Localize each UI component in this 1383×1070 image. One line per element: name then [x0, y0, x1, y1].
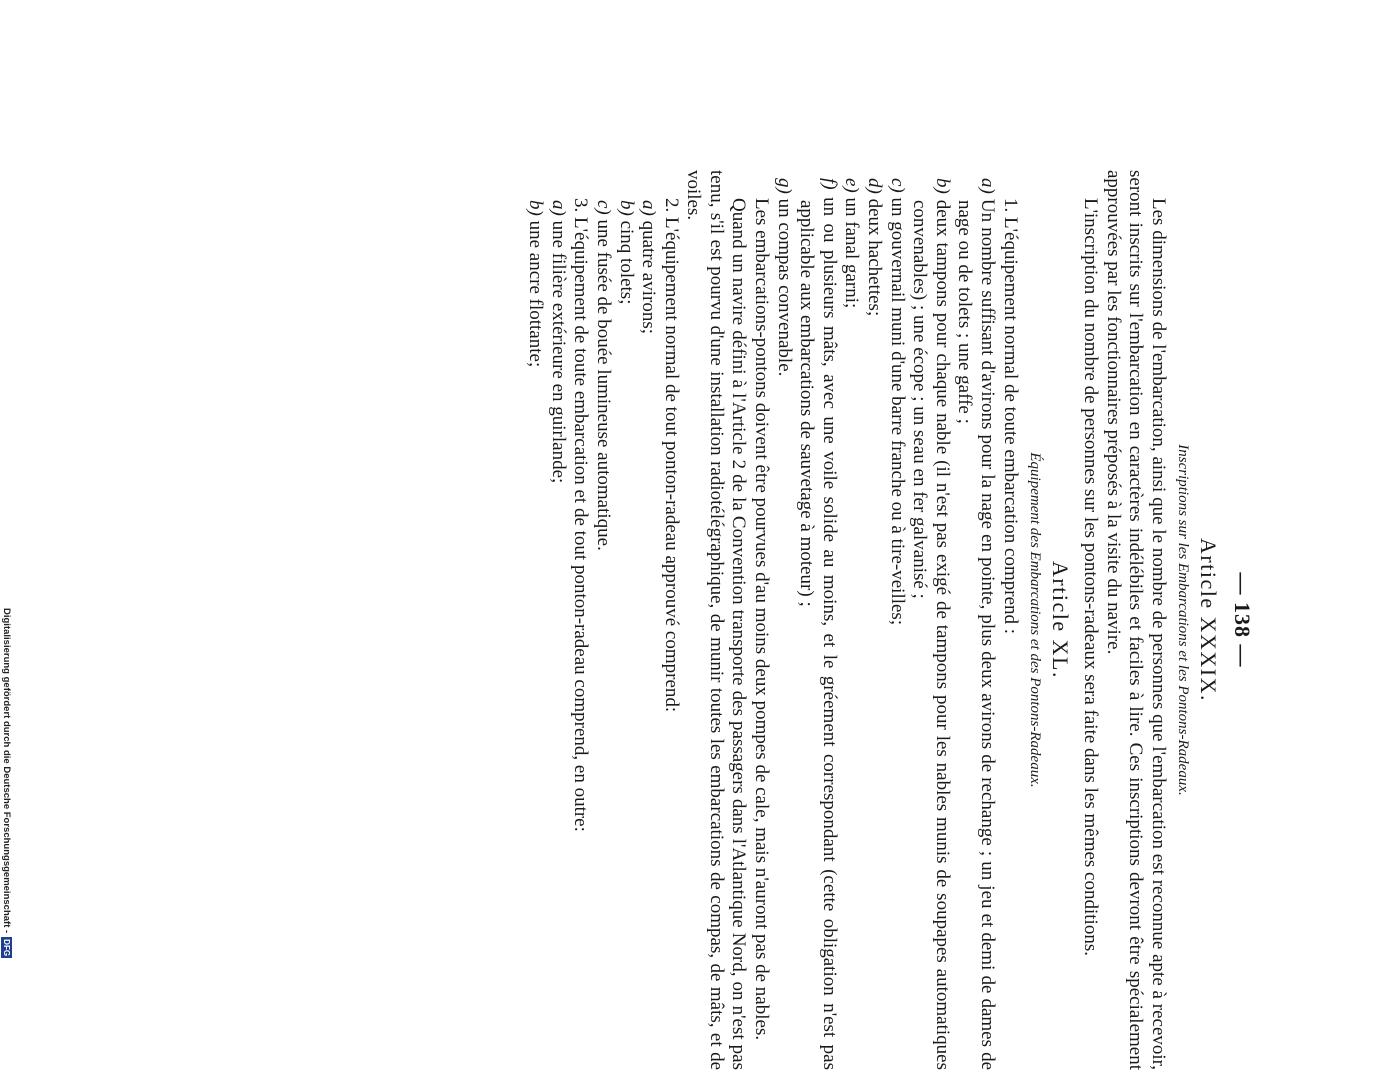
paragraph-atlantic: Quand un navire défini à l'Article 2 de la Convention transporte des passagers dans l'Atlantique Nord, on n'est pas tenu, s'il est pourvu d'une installation radiotélégraphique, de munir toutes les embarcations de compas, de mâts, et de voiles. [683, 170, 750, 1070]
list-item [908, 178, 953, 1070]
item-label: c) [886, 178, 908, 193]
item-text: une filière extérieure en guirlande; [547, 220, 569, 484]
item-text: deux tampons pour chaque nable (il n'est pas exigé de tampons pour les nables munis de soupapes automatiques convenables) ; une écope ; un seau en fer galvanisé ; [909, 199, 953, 1070]
item-text: un gouvernail muni d'une barre franche ou à tire-veilles; [886, 197, 908, 626]
item-text: une fusée de bouée lumineuse automatique. [592, 219, 614, 551]
list-item [795, 178, 840, 1070]
list-item [953, 178, 999, 1070]
list-item [885, 178, 908, 1070]
page-number: — 138 — [1230, 572, 1255, 668]
list-item [524, 200, 547, 1070]
item-label: f) [818, 178, 840, 190]
item-text: un compas convenable. [773, 198, 795, 377]
item-text: deux hachettes; [864, 198, 886, 317]
item-text: un fanal garni; [841, 197, 863, 309]
list-item [546, 200, 569, 1070]
list-item [591, 200, 614, 1070]
item-text: Un nombre suffisant d'avirons pour la nage en pointe, plus deux avirons de rechange ; un jeu et demi de dames de nage ou de tolets ; une gaffe ; [954, 198, 999, 1070]
item-text: une ancre flottante; [525, 220, 547, 368]
item-label: b) [525, 200, 547, 216]
item-label: a) [977, 178, 999, 194]
section-1-intro: 1. L'équipement normal de toute embarcation comprend : [999, 198, 1021, 635]
list-item [614, 200, 637, 1070]
article-40-title: Article XL. [1047, 561, 1073, 679]
list-item [840, 178, 863, 1070]
item-label: d) [864, 178, 886, 194]
credit-text: Digitalisierung gefördert durch die Deutsche Forschungsgemeinschaft - [0, 608, 12, 934]
article-40-subtitle: Équipement des Embarcations et des Pontons-Radeaux. [1026, 452, 1043, 788]
item-text: quatre avirons; [638, 220, 660, 335]
section-3-intro: 3. L'équipement de toute embarcation et de tout ponton-radeau comprend, en outre: [570, 198, 592, 832]
item-label: b) [615, 200, 637, 216]
dfg-logo-icon: DFG [2, 939, 11, 957]
item-label: b) [931, 178, 953, 194]
paragraph-pumps: Les embarcations-pontons doivent être pourvues d'au moins deux pompes de cale, mais n'auront pas de nables. [751, 198, 773, 1041]
list-item [862, 178, 886, 1070]
item-label: a) [547, 200, 569, 216]
list-item [772, 178, 795, 1070]
item-label: e) [841, 178, 863, 193]
article-39-title: Article XXXIX. [1196, 538, 1221, 702]
article-39-paragraph: Les dimensions de l'embarcation, ainsi que le nombre de personnes que l'embarcation est reconnue apte à recevoir, seront inscrits sur l'embarcation en caractères indélébiles et faciles à lire. Ces inscriptions devront être spécialement approuvées par les fonctionnaires préposés à la visite du navire. [1102, 170, 1169, 1070]
article-39-paragraph: L'inscription du nombre de personnes sur les pontons-radeaux sera faite dans les mêmes conditions. [1080, 198, 1102, 956]
item-label: a) [638, 200, 660, 216]
rotated-page-content [524, 170, 1255, 1070]
section-2-intro: 2. L'équipement normal de tout ponton-radeau approuvé comprend: [660, 198, 682, 713]
article-39-subtitle: Inscriptions sur les Embarcations et les Pontons-Radeaux. [1175, 444, 1191, 796]
list-item [637, 200, 660, 1070]
item-text: cinq tolets; [615, 220, 637, 305]
item-text: un ou plusieurs mâts, avec une voile solide au moins, et le gréement correspondant (cette obligation n'est pas applicable aux embarcations de sauvetage à moteur) ; [796, 197, 840, 1070]
digitization-credit [1, 608, 12, 958]
item-label: c) [592, 200, 614, 215]
item-label: g) [773, 178, 795, 194]
